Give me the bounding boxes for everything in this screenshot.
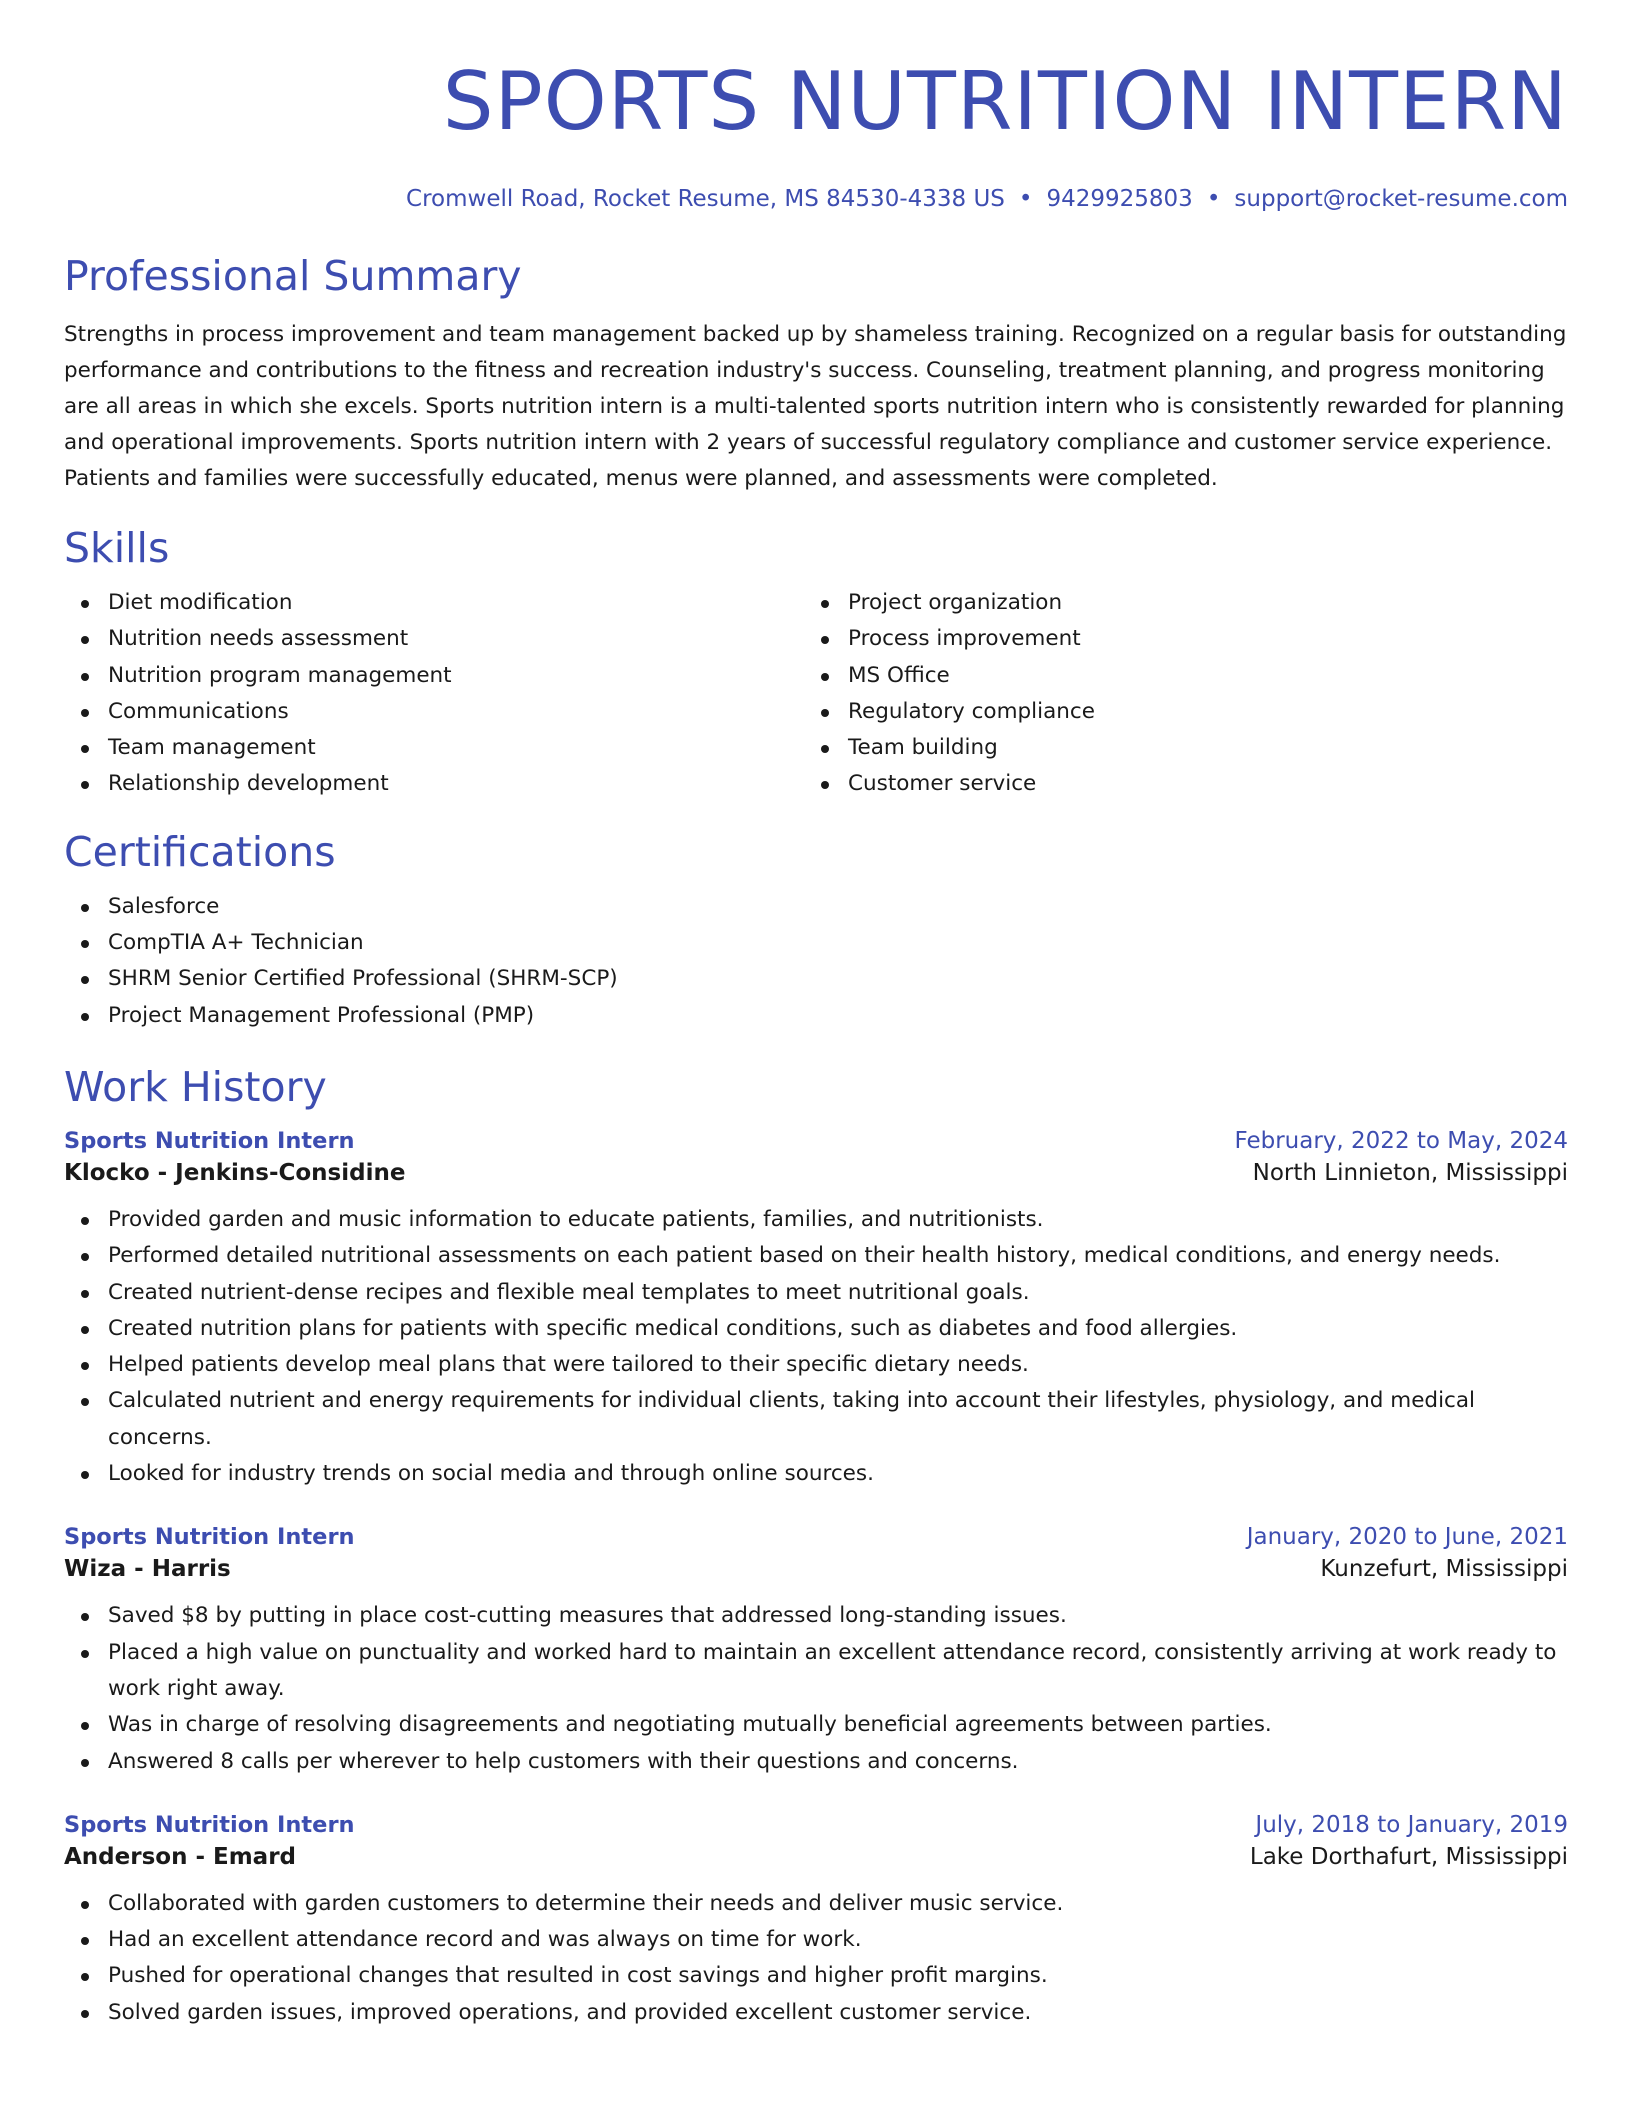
skills-list [64,585,1568,803]
contact-email: support@rocket-resume.com [1234,186,1568,212]
skill-item: Customer service [848,766,1564,802]
job-employer: Anderson - Emard [64,1843,297,1870]
skills-right-column [804,585,1564,803]
job-employer: Wiza - Harris [64,1556,231,1583]
skills-left-column [64,585,804,803]
separator-dot: • [1018,186,1033,212]
job-title-row [64,1128,1568,1154]
job-duty-item: Saved $8 by putting in place cost-cutting measures that addressed long-standing issues. [108,1598,1568,1634]
job-location: North Linnieton, Mississippi [1252,1159,1568,1186]
job-entry [64,1812,1568,2031]
skill-item: Team building [848,730,1564,766]
job-duty-item: Pushed for operational changes that resulted in cost savings and higher profit margins. [108,1958,1568,1994]
job-duty-item: Created nutrient-dense recipes and flexible meal templates to meet nutritional goals. [108,1275,1568,1311]
separator-dot: • [1206,186,1221,212]
job-duty-item: Created nutrition plans for patients with specific medical conditions, such as diabetes and food allergies. [108,1311,1568,1347]
skill-item: Nutrition needs assessment [108,621,804,657]
skill-item: Relationship development [108,766,804,802]
job-title-row [64,1812,1568,1838]
job-duties-list [64,1598,1568,1779]
job-duty-item: Helped patients develop meal plans that were tailored to their specific dietary needs. [108,1347,1568,1383]
skill-item: Nutrition program management [108,658,804,694]
certification-item: CompTIA A+ Technician [108,925,1568,961]
certifications-list [64,889,1568,1034]
job-duties-list [64,1886,1568,2031]
skill-item: Project organization [848,585,1564,621]
job-employer-row [64,1556,1568,1582]
job-location: Kunzefurt, Mississippi [1320,1556,1568,1583]
job-employer-row [64,1844,1568,1870]
job-duty-item: Was in charge of resolving disagreements and negotiating mutually beneficial agreements between parties. [108,1707,1568,1743]
job-duty-item: Solved garden issues, improved operations, and provided excellent customer service. [108,1995,1568,2031]
contact-phone: 9429925803 [1046,186,1193,212]
skill-item: Communications [108,694,804,730]
skill-item: Diet modification [108,585,804,621]
job-duty-item: Had an excellent attendance record and was always on time for work. [108,1922,1568,1958]
job-dates: February, 2022 to May, 2024 [1234,1127,1568,1154]
job-location: Lake Dorthafurt, Mississippi [1249,1843,1568,1870]
job-title: Sports Nutrition Intern [64,1811,355,1838]
job-dates: July, 2018 to January, 2019 [1255,1811,1568,1838]
job-duty-item: Looked for industry trends on social media and through online sources. [108,1456,1568,1492]
job-duty-item: Calculated nutrient and energy requirements for individual clients, taking into account their lifestyles, physiology, and medical concerns. [108,1383,1568,1456]
skills-heading: Skills [64,524,170,572]
job-title-row [64,1524,1568,1550]
contact-address: Cromwell Road, Rocket Resume, MS 84530-4338 US [406,186,1005,212]
certification-item: Project Management Professional (PMP) [108,998,1568,1034]
job-entry [64,1524,1568,1779]
skill-item: Team management [108,730,804,766]
certification-item: SHRM Senior Certified Professional (SHRM-SCP) [108,961,1568,997]
contact-line [64,182,1568,216]
job-dates: January, 2020 to June, 2021 [1246,1524,1568,1551]
job-duties-list [64,1202,1568,1492]
work-history-heading: Work History [64,1062,327,1111]
job-entry [64,1128,1568,1492]
job-duty-item: Collaborated with garden customers to determine their needs and deliver music service. [108,1886,1568,1922]
skill-item: Regulatory compliance [848,694,1564,730]
job-title: Sports Nutrition Intern [64,1524,355,1551]
job-duty-item: Placed a high value on punctuality and worked hard to maintain an excellent attendance record, consistently arriving at work ready to work right away. [108,1635,1568,1708]
job-title: Sports Nutrition Intern [64,1127,355,1154]
summary-text: Strengths in process improvement and team management backed up by shameless training. Recognized on a regular basis for outstanding performance and contributions to the fitness and recreation industry's success. Counseling, treatment planning, and progress monitoring are all areas in which she excels. Sports nutrition intern is a multi-talented sports nutrition intern who is consistently rewarded for planning and operational improvements. Sports nutrition intern with 2 years of successful regulatory compliance and customer service experience. Patients and families were successfully educated, menus were planned, and assessments were completed. [64,322,1567,491]
certifications-heading: Certifications [64,827,336,876]
job-duty-item: Performed detailed nutritional assessments on each patient based on their health history, medical conditions, and energy needs. [108,1238,1568,1274]
skill-item: MS Office [848,658,1564,694]
summary-heading: Professional Summary [64,252,522,300]
certification-item: Salesforce [108,889,1568,925]
job-duty-item: Answered 8 calls per wherever to help customers with their questions and concerns. [108,1744,1568,1780]
job-duty-item: Provided garden and music information to educate patients, families, and nutritionists. [108,1202,1568,1238]
job-employer-row [64,1160,1568,1186]
job-employer: Klocko - Jenkins-Considine [64,1159,406,1186]
skill-item: Process improvement [848,621,1564,657]
resume-title: SPORTS NUTRITION INTERN [442,55,1568,148]
